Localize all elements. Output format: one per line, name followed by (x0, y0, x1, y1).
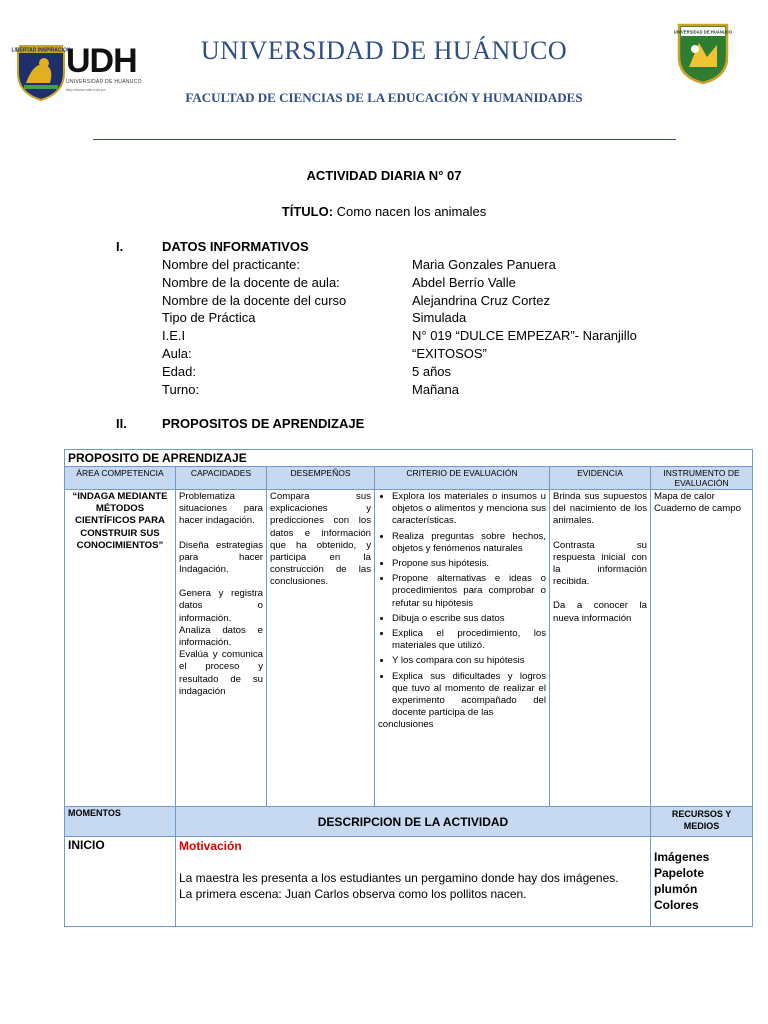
faculty-shield-right (673, 23, 733, 85)
recurso-item: Colores (654, 898, 699, 912)
activity-title (0, 204, 768, 219)
instrumento-cell (651, 490, 753, 807)
udh-logo-subtitle: UNIVERSIDAD DE HUÁNUCO (66, 79, 142, 85)
evidencia-cell (550, 490, 651, 807)
column-header: INSTRUMENTO DE EVALUACIÓN (651, 467, 753, 490)
faculty-title: FACULTAD DE CIENCIAS DE LA EDUCACIÓN Y HUMANIDADES (185, 90, 583, 105)
proposito-header: PROPOSITO DE APRENDIZAJE (65, 450, 753, 467)
criterio-item: • Dibuja o escribe sus datos (392, 613, 546, 625)
info-key: Turno: (162, 381, 200, 397)
recursos-header: RECURSOS Y MEDIOS (651, 807, 753, 837)
area-competencia-cell: “INDAGA MEDIANTE MÉTODOS CIENTÍFICOS PARA CONSTRUIR SUS CONOCIMIENTOS” (65, 490, 176, 807)
instrumento-item: Mapa de calor (654, 491, 715, 502)
criterio-item: • Y los compara con su hipótesis (392, 655, 546, 667)
activity-heading: ACTIVIDAD DIARIA N° 07 (306, 168, 462, 183)
momento-inicio: INICIO (65, 837, 176, 927)
recursos-inicio (651, 837, 753, 927)
udh-logo-mark: UDH (66, 42, 137, 80)
udh-logo-url: http://www.udh.edu.pe (66, 87, 106, 92)
activity-title-value: Como nacen los animales (336, 204, 487, 219)
info-key: Edad: (162, 363, 196, 379)
info-key: Nombre de la docente del curso (162, 292, 347, 308)
column-header: DESEMPEÑOS (267, 467, 375, 490)
inicio-row (65, 837, 753, 927)
evidencia-item: Brinda sus supuestos del nacimiento de los animales. (553, 491, 647, 527)
motivacion-heading: Motivación (179, 839, 242, 853)
university-title: UNIVERSIDAD DE HUÁNUCO (200, 36, 568, 65)
info-value: “EXITOSOS” (412, 345, 487, 361)
descripcion-header: DESCRIPCION DE LA ACTIVIDAD (176, 807, 651, 837)
column-header-row (65, 467, 753, 490)
capacidad-item: Genera y registra datos o información. (179, 588, 263, 624)
column-header: CAPACIDADES (176, 467, 267, 490)
section-number: II. (116, 416, 127, 431)
descripcion-inicio (176, 837, 651, 927)
column-header: EVIDENCIA (550, 467, 651, 490)
info-value: Alejandrina Cruz Cortez (412, 292, 551, 308)
info-key: Tipo de Práctica (162, 310, 256, 326)
info-key: I.E.I (162, 328, 186, 344)
capacidad-item: Problematiza situaciones para hacer indagación. (179, 491, 263, 527)
criterio-item: • Propone alternativas e ideas o procedimientos para comprobar o refutar su hipótesis (392, 573, 546, 610)
criterio-tail: conclusiones (378, 719, 434, 731)
criterio-item: • Explica el procedimiento, los materiales que utilizó. (392, 628, 546, 652)
info-value: Mañana (412, 381, 459, 397)
criterio-item: • Propone sus hipótesis. (392, 558, 546, 570)
info-key: Nombre del practicante: (162, 257, 301, 272)
criterio-item: • Explica sus dificultades y logros que tuvo al momento de realizar el experimento acompañado del docente participa de las (392, 671, 546, 720)
criterios-cell (375, 490, 550, 807)
learning-plan-table (64, 449, 753, 927)
activity-title-label: TÍTULO: (281, 204, 334, 219)
section-label: PROPOSITOS DE APRENDIZAJE (162, 416, 365, 431)
capacidad-item: Analiza datos e información. (179, 624, 263, 649)
shield-motto: UNIVERSIDAD DE HUÁNUCO (673, 29, 733, 35)
capacidades-cell (176, 490, 267, 807)
column-header: CRITERIO DE EVALUACIÓN (375, 467, 550, 490)
info-value: N° 019 “DULCE EMPEZAR”- Naranjillo (412, 328, 637, 344)
column-header: ÁREA COMPETENCIA (65, 467, 176, 490)
info-value: Simulada (412, 310, 467, 326)
criterio-item: • Explora los materiales o insumos u objetos o alimentos y menciona sus características. (392, 491, 546, 528)
capacidad-item: Diseña estrategias para hacer Indagación. (179, 539, 263, 576)
info-key: Nombre de la docente de aula: (162, 274, 340, 290)
criterio-item: • Realiza preguntas sobre hechos, objetos y fenómenos naturales (392, 531, 546, 555)
info-value: Abdel Berrío Valle (412, 274, 516, 290)
info-key: Aula: (162, 345, 192, 361)
recurso-item: Papelote (654, 866, 705, 880)
recurso-item: Imágenes (654, 850, 710, 864)
header-divider (93, 139, 676, 140)
crest-motto: LIBERTAD INSPIRACION (11, 47, 71, 54)
evidencia-item: Contrasta su respuesta inicial con la información recibida. (553, 539, 647, 588)
momentos-header: MOMENTOS (65, 807, 176, 837)
descripcion-line: La maestra les presenta a los estudiantes un pergamino donde hay dos imágenes. (179, 871, 619, 885)
info-value: 5 años (412, 363, 452, 379)
instrumento-item: Cuaderno de campo (654, 503, 741, 515)
evidencia-item: Da a conocer la nueva información (553, 600, 647, 624)
info-value: Maria Gonzales Panuera (412, 257, 556, 272)
competence-row (65, 490, 753, 807)
desempenos-cell: Compara sus explicaciones y predicciones con los datos e información que ha obtenido, y participa en la construcción de las conclusiones. (267, 490, 375, 807)
section-number: I. (116, 239, 124, 254)
descripcion-line: La primera escena: Juan Carlos observa como los pollitos nacen. (179, 887, 527, 901)
momentos-header-row (65, 807, 753, 837)
section-label: DATOS INFORMATIVOS (162, 239, 309, 254)
recurso-item: plumón (654, 882, 698, 896)
capacidad-item: Evalúa y comunica el proceso y resultado de su indagación (179, 649, 263, 697)
